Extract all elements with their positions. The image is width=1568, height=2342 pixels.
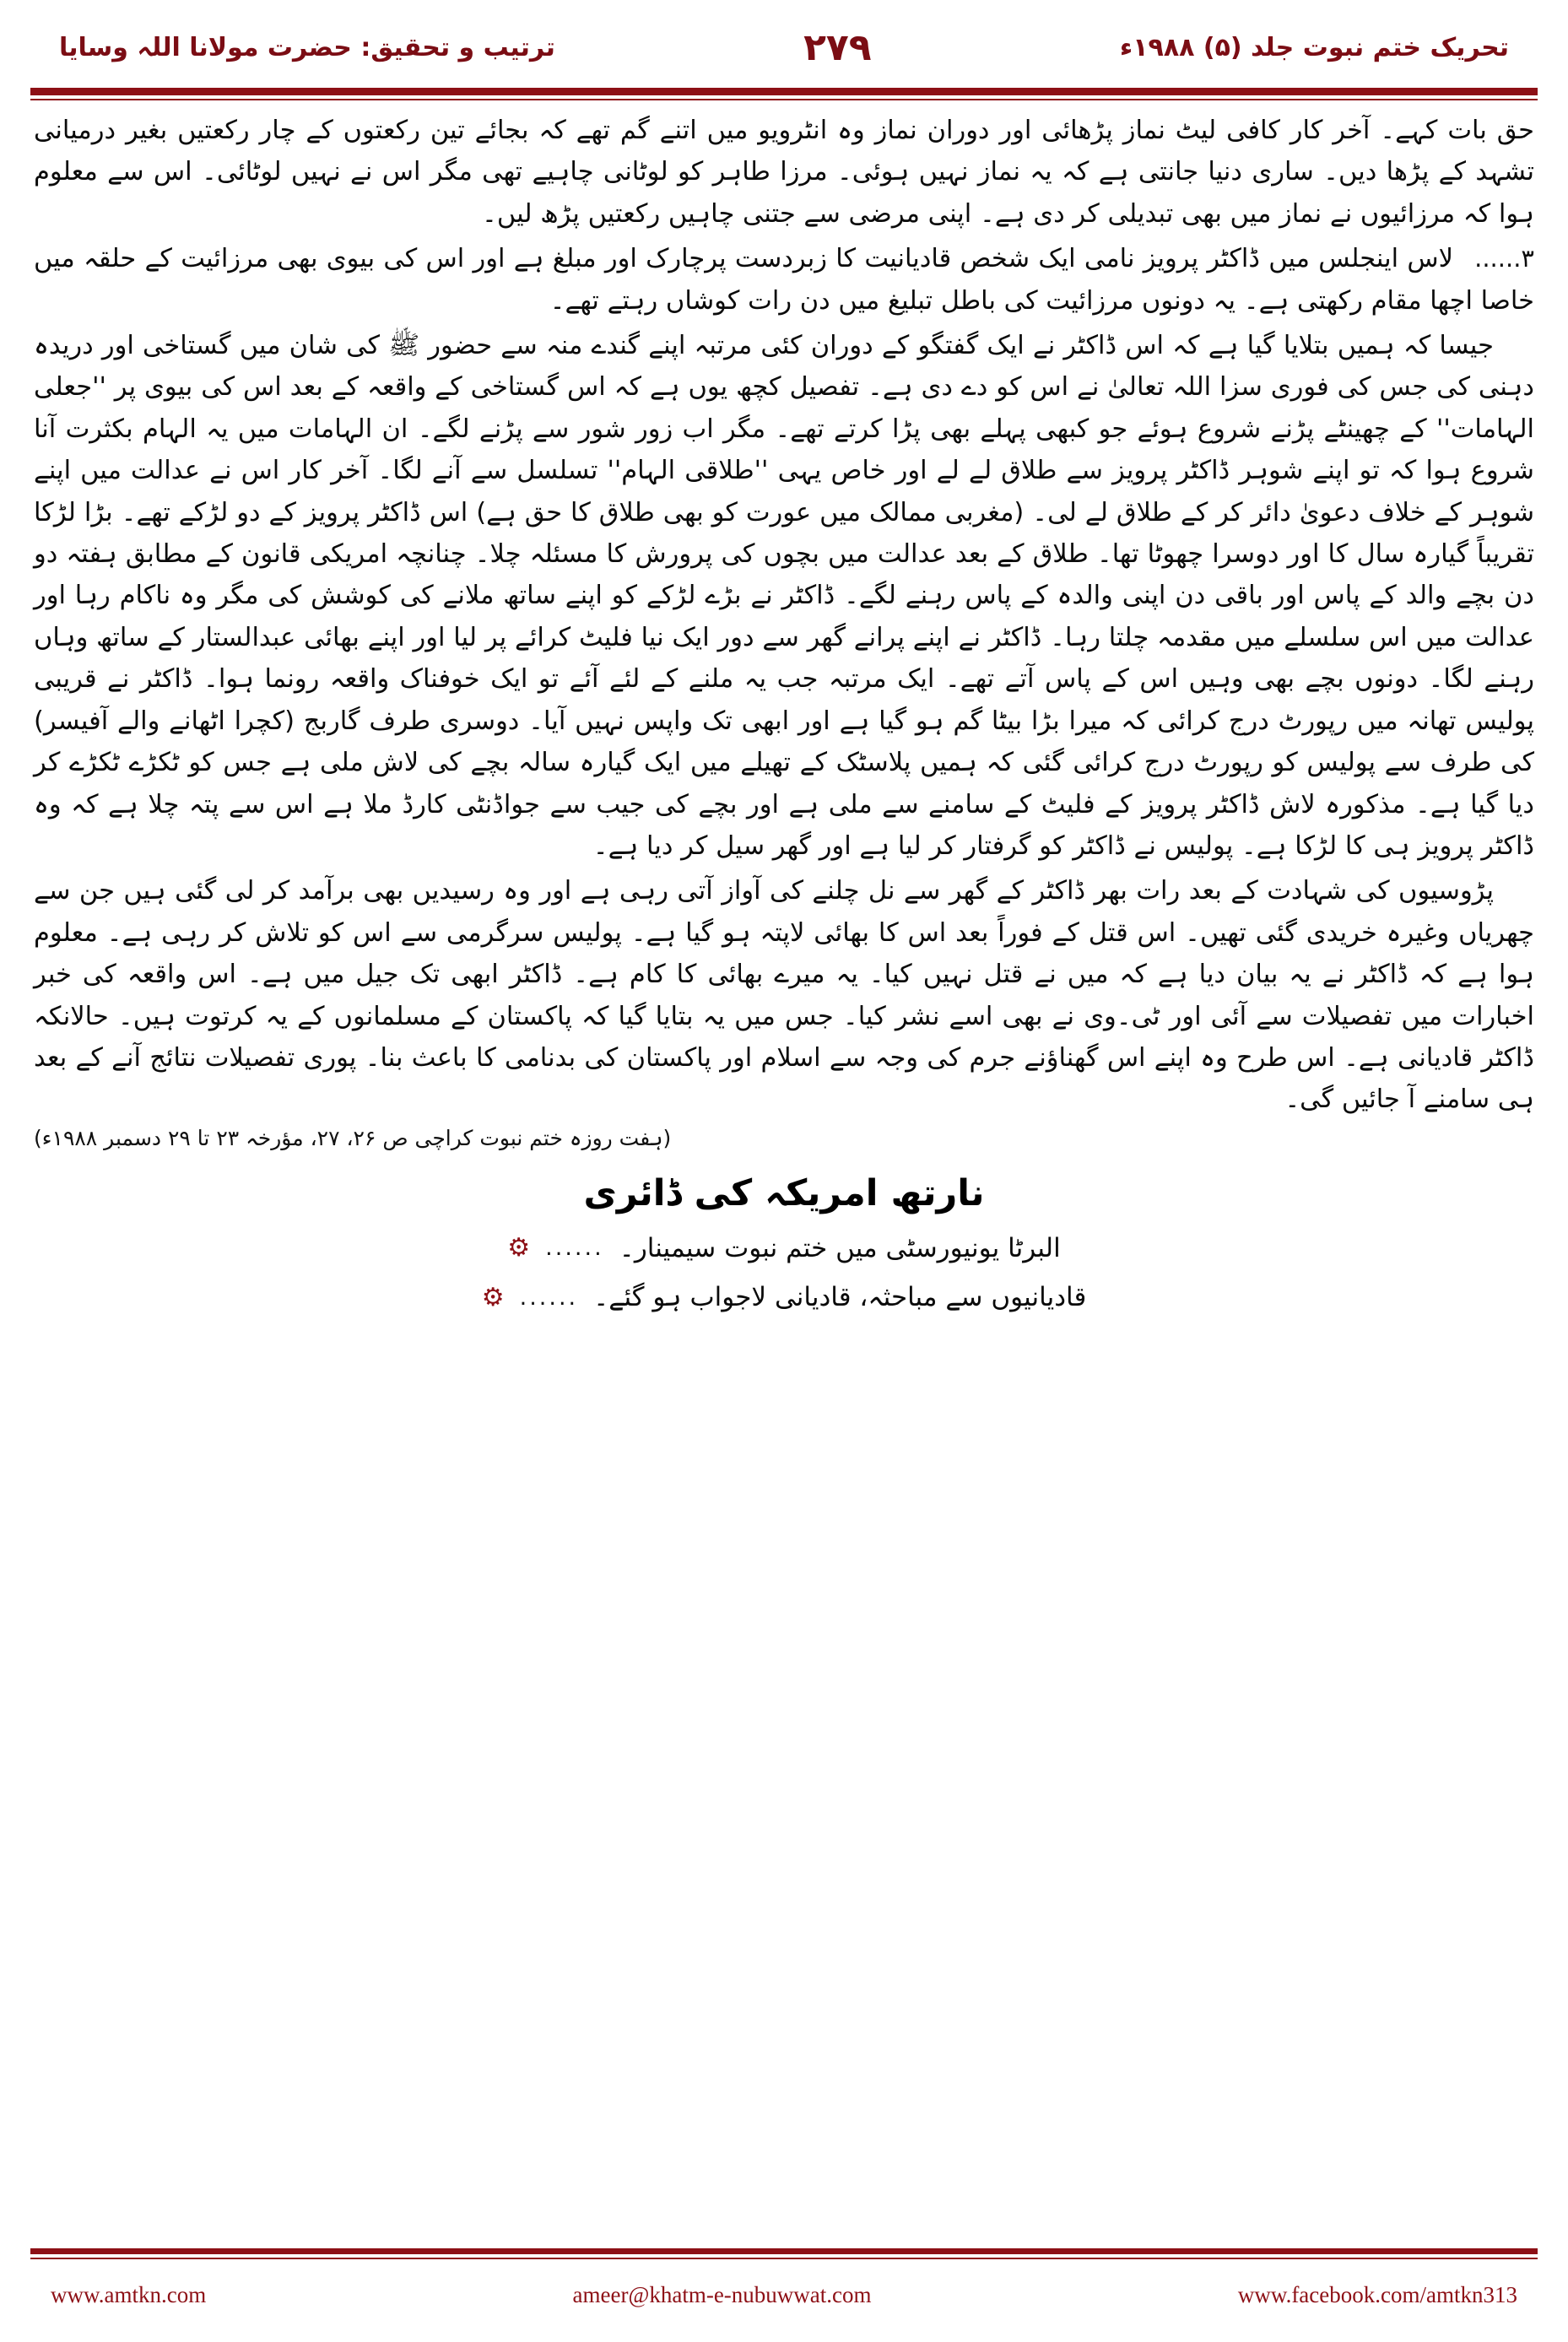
diary-list	[34, 1226, 1534, 1320]
paragraph-2-wrapper	[34, 238, 1534, 322]
bullet-label-1: البرٹا یونیورسٹی میں ختم نبوت سیمینار۔	[619, 1232, 1061, 1263]
header-editor-credit: ترتیب و تحقیق: حضرت مولانا اللہ وسایا	[59, 32, 555, 62]
footer-email-link[interactable]: ameer@khatm-e-nubuwwat.com	[572, 2281, 872, 2307]
section-heading: نارتھ امریکہ کی ڈائری	[583, 1171, 985, 1214]
list-item	[34, 1226, 1534, 1271]
list-marker-3: ۳......	[1474, 244, 1534, 273]
header-divider	[30, 88, 1538, 95]
page-number: ۲۷۹	[803, 25, 872, 69]
paragraph-2: لاس اینجلس میں ڈاکٹر پرویز نامی ایک شخص قادیانیت کا زبردست پرچارک اور مبلغ ہے اور اس کی بیوی بھی مرزائیت کے حلقہ میں خاصا اچھا مقام رکھتی ہے۔ یہ دونوں مرزائیت کی باطل تبلیغ میں دن رات کوشاں رہتے تھے۔	[34, 244, 1534, 316]
header-book-title: تحریک ختم نبوت جلد (۵) ۱۹۸۸ء	[1119, 32, 1509, 62]
paragraph-4: پڑوسیوں کی شہادت کے بعد رات بھر ڈاکٹر کے گھر سے نل چلنے کی آواز آتی رہی ہے اور وہ رسیدیں بھی برآمد کر لی گئی ہیں جن سے چھریاں وغیرہ خریدی گئی تھیں۔ اس قتل کے فوراً بعد اس کا بھائی لاپتہ ہو گیا ہے۔ پولیس سرگرمی سے اس کو تلاش کر رہی ہے۔ معلوم ہوا ہے کہ ڈاکٹر نے یہ بیان دیا ہے کہ میں نے قتل نہیں کیا۔ یہ میرے بھائی کا کام ہے۔ ڈاکٹر ابھی تک جیل میں ہے۔ اس واقعہ کی خبر اخبارات میں تفصیلات سے آئی اور ٹی۔وی نے بھی اسے نشر کیا۔ جس میں یہ بتایا گیا کہ پاکستان کے مسلمانوں کے یہ کرتوت ہیں۔ حالانکہ ڈاکٹر قادیانی ہے۔ اس طرح وہ اپنے اس گھناؤنے جرم کی وجہ سے اسلام اور پاکستان کی بدنامی کا باعث بنا۔ پوری تفصیلات نتائج آنے کے بعد ہی سامنے آ جائیں گی۔	[34, 876, 1534, 1115]
list-item	[34, 1275, 1534, 1320]
gear-icon: ⚙	[507, 1233, 531, 1263]
source-reference: (ہفت روزہ ختم نبوت کراچی ص ۲۶، ۲۷، مؤرخہ ۲۳ تا ۲۹ دسمبر ۱۹۸۸ء)	[34, 1125, 672, 1150]
footer-website-link[interactable]: www.amtkn.com	[51, 2281, 207, 2307]
paragraph-3: جیسا کہ ہمیں بتلایا گیا ہے کہ اس ڈاکٹر نے ایک گفتگو کے دوران کئی مرتبہ اپنے گندے منہ سے حضور ﷺ کی شان میں گستاخی اور دریدہ دہنی کی جس کی فوری سزا اللہ تعالیٰ نے اس کو دے دی ہے۔ تفصیل کچھ یوں ہے کہ اس گستاخی کے واقعہ کے بعد اس کی بیوی پر ''جعلی الہامات'' کے چھینٹے پڑنے شروع ہوئے جو کبھی پہلے بھی پڑا کرتے تھے۔ مگر اب زور شور سے پڑنے لگے۔ ان الہامات میں یہ الہام بکثرت آنا شروع ہوا کہ تو اپنے شوہر ڈاکٹر پرویز سے طلاق لے لے اور خاص یہی ''طلاقی الہام'' تسلسل سے آنے لگا۔ آخر کار اس نے عدالت میں اپنے شوہر کے خلاف دعویٰ دائر کر کے طلاق لے لی۔ (مغربی ممالک میں عورت کو بھی طلاق کا حق ہے) اس ڈاکٹر پرویز کے دو لڑکے تھے۔ بڑا لڑکا تقریباً گیارہ سال کا اور دوسرا چھوٹا تھا۔ طلاق کے بعد عدالت میں بچوں کی پرورش کا مسئلہ چلا۔ چنانچہ امریکی قانون کے مطابق ہفتہ دو دن بچے والد کے پاس اور باقی دن اپنی والدہ کے پاس رہنے لگے۔ ڈاکٹر نے بڑے لڑکے کو اپنے ساتھ ملانے کی کوشش کی مگر وہ ناکام رہا اور عدالت میں اس سلسلے میں مقدمہ چلتا رہا۔ ڈاکٹر نے اپنے پرانے گھر سے دور ایک نیا فلیٹ کرائے پر لیا اور اپنے بھائی عبدالستار کے ساتھ وہاں رہنے لگا۔ دونوں بچے بھی وہیں اس کے پاس آتے تھے۔ ایک مرتبہ جب یہ ملنے کے لئے آئے تو ایک خوفناک واقعہ رونما ہوا۔ ڈاکٹر نے قریبی پولیس تھانہ میں رپورٹ درج کرائی کہ میرا بڑا بیٹا گم ہو گیا ہے اور ابھی تک واپس نہیں آیا۔ دوسری طرف گاربج (کچرا اٹھانے والے آفیسر) کی طرف سے پولیس کو رپورٹ درج کرائی گئی کہ ہمیں پلاسٹک کے تھیلے میں ایک گیارہ سالہ بچے کی لاش ملی ہے جس کو ٹکڑے ٹکڑے کر دیا گیا ہے۔ مذکورہ لاش ڈاکٹر پرویز کے فلیٹ کے سامنے سے ملی ہے اور بچے کی جیب سے جواڈنٹی کارڈ ملا ہے اس سے پتہ چلا ہے کہ وہ ڈاکٹر پرویز ہی کا لڑکا ہے۔ پولیس نے ڈاکٹر کو گرفتار کر لیا ہے اور گھر سیل کر دیا ہے۔	[34, 331, 1534, 861]
bullet-dots-1: ......	[545, 1235, 604, 1262]
page-header	[0, 0, 1568, 95]
paragraph-1: حق بات کہے۔ آخر کار کافی لیٹ نماز پڑھائی اور دوران نماز وہ انٹرویو میں اتنے گم تھے کہ بجائے تین رکعتوں کے چار رکعتیں بغیر درمیانی تشہد کے پڑھا دیں۔ ساری دنیا جانتی ہے کہ یہ نماز نہیں ہوئی۔ مرزا طاہر کو لوٹانی چاہیے تھی مگر اس نے نہیں لوٹائی۔ اس سے معلوم ہوا کہ مرزائیوں نے نماز میں بھی تبدیلی کر دی ہے۔ اپنی مرضی سے جتنی چاہیں رکعتیں پڑھ لیں۔	[34, 116, 1534, 229]
bullet-label-2: قادیانیوں سے مباحثہ، قادیانی لاجواب ہو گئے۔	[593, 1282, 1087, 1313]
footer-divider	[30, 2248, 1538, 2254]
gear-icon: ⚙	[481, 1282, 505, 1312]
page-footer	[51, 2269, 1517, 2320]
bullet-dots-2: ......	[519, 1284, 579, 1311]
footer-facebook-link[interactable]: www.facebook.com/amtkn313	[1237, 2281, 1517, 2307]
page-body	[34, 110, 1534, 2232]
